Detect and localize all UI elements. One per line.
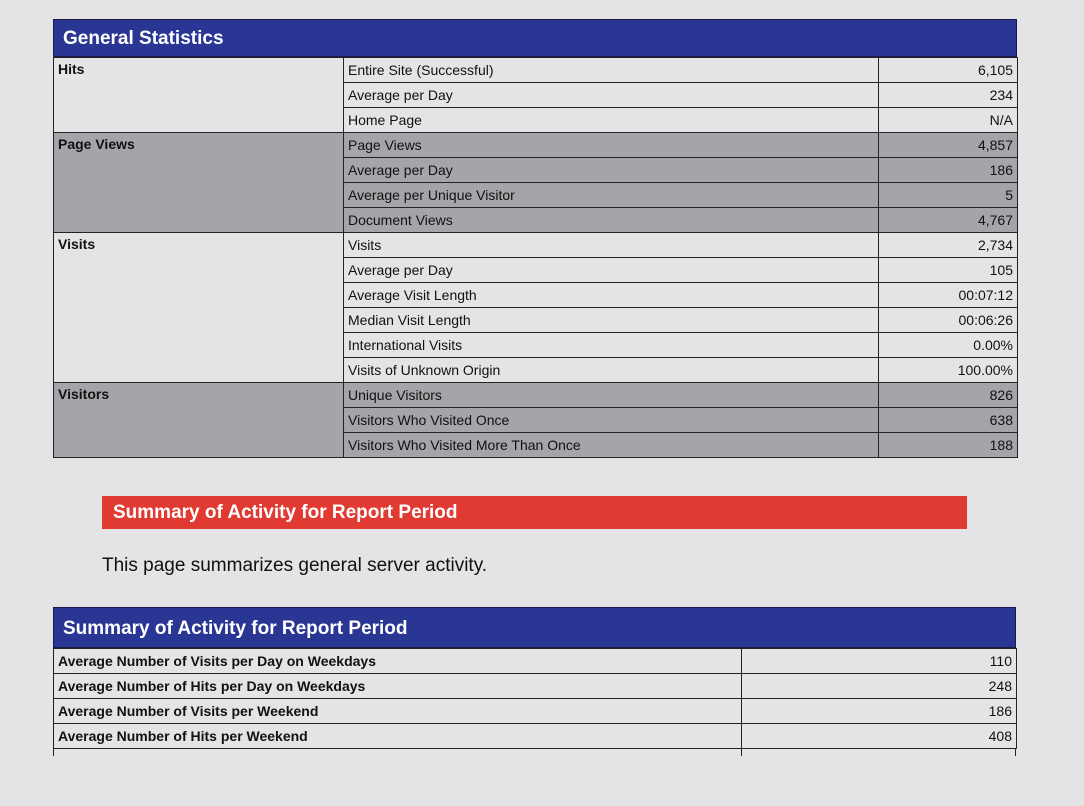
metric-value: 00:06:26 [879, 308, 1018, 333]
general-statistics-panel [53, 19, 1017, 458]
summary-metric-value: 186 [742, 699, 1017, 724]
summary-metric-value: 248 [742, 674, 1017, 699]
metric-value: 2,734 [879, 233, 1018, 258]
stat-row [54, 233, 1018, 258]
metric-label: Unique Visitors [344, 383, 879, 408]
group-label: Visits [54, 233, 344, 383]
metric-label: Page Views [344, 133, 879, 158]
metric-value: 638 [879, 408, 1018, 433]
metric-value: 4,857 [879, 133, 1018, 158]
metric-label: Visitors Who Visited More Than Once [344, 433, 879, 458]
metric-value: 6,105 [879, 58, 1018, 83]
summary-metric-label: Average Number of Visits per Weekend [54, 699, 742, 724]
group-label: Visitors [54, 383, 344, 458]
general-statistics-table [53, 57, 1018, 458]
metric-value: 234 [879, 83, 1018, 108]
summary-metric-label: Average Number of Hits per Day on Weekdays [54, 674, 742, 699]
summary-row [54, 699, 1017, 724]
general-statistics-header: General Statistics [53, 19, 1017, 57]
summary-metric-label: Average Number of Hits per Weekend [54, 724, 742, 749]
summary-metric-value: 110 [742, 649, 1017, 674]
summary-activity-panel [53, 607, 1016, 749]
stat-row [54, 133, 1018, 158]
metric-label: Average per Day [344, 158, 879, 183]
metric-label: Median Visit Length [344, 308, 879, 333]
metric-value: N/A [879, 108, 1018, 133]
metric-label: Average per Day [344, 83, 879, 108]
stat-row [54, 58, 1018, 83]
summary-table-continuation [53, 748, 1016, 756]
stat-row [54, 383, 1018, 408]
metric-value: 186 [879, 158, 1018, 183]
metric-label: Visitors Who Visited Once [344, 408, 879, 433]
metric-label: Average per Day [344, 258, 879, 283]
summary-metric-value: 408 [742, 724, 1017, 749]
metric-label: Visits [344, 233, 879, 258]
summary-activity-table [53, 648, 1017, 749]
metric-value: 100.00% [879, 358, 1018, 383]
summary-row [54, 649, 1017, 674]
summary-metric-label: Average Number of Visits per Day on Weekdays [54, 649, 742, 674]
intro-text: This page summarizes general server activity. [102, 555, 488, 576]
metric-label: Average Visit Length [344, 283, 879, 308]
metric-value: 00:07:12 [879, 283, 1018, 308]
metric-value: 826 [879, 383, 1018, 408]
report-period-banner: Summary of Activity for Report Period [102, 496, 967, 529]
metric-label: Average per Unique Visitor [344, 183, 879, 208]
metric-value: 0.00% [879, 333, 1018, 358]
metric-value: 105 [879, 258, 1018, 283]
metric-value: 5 [879, 183, 1018, 208]
metric-label: Home Page [344, 108, 879, 133]
summary-row [54, 724, 1017, 749]
metric-label: International Visits [344, 333, 879, 358]
metric-value: 188 [879, 433, 1018, 458]
summary-row [54, 674, 1017, 699]
group-label: Page Views [54, 133, 344, 233]
metric-label: Visits of Unknown Origin [344, 358, 879, 383]
metric-value: 4,767 [879, 208, 1018, 233]
metric-label: Entire Site (Successful) [344, 58, 879, 83]
metric-label: Document Views [344, 208, 879, 233]
group-label: Hits [54, 58, 344, 133]
summary-activity-header: Summary of Activity for Report Period [53, 607, 1016, 648]
